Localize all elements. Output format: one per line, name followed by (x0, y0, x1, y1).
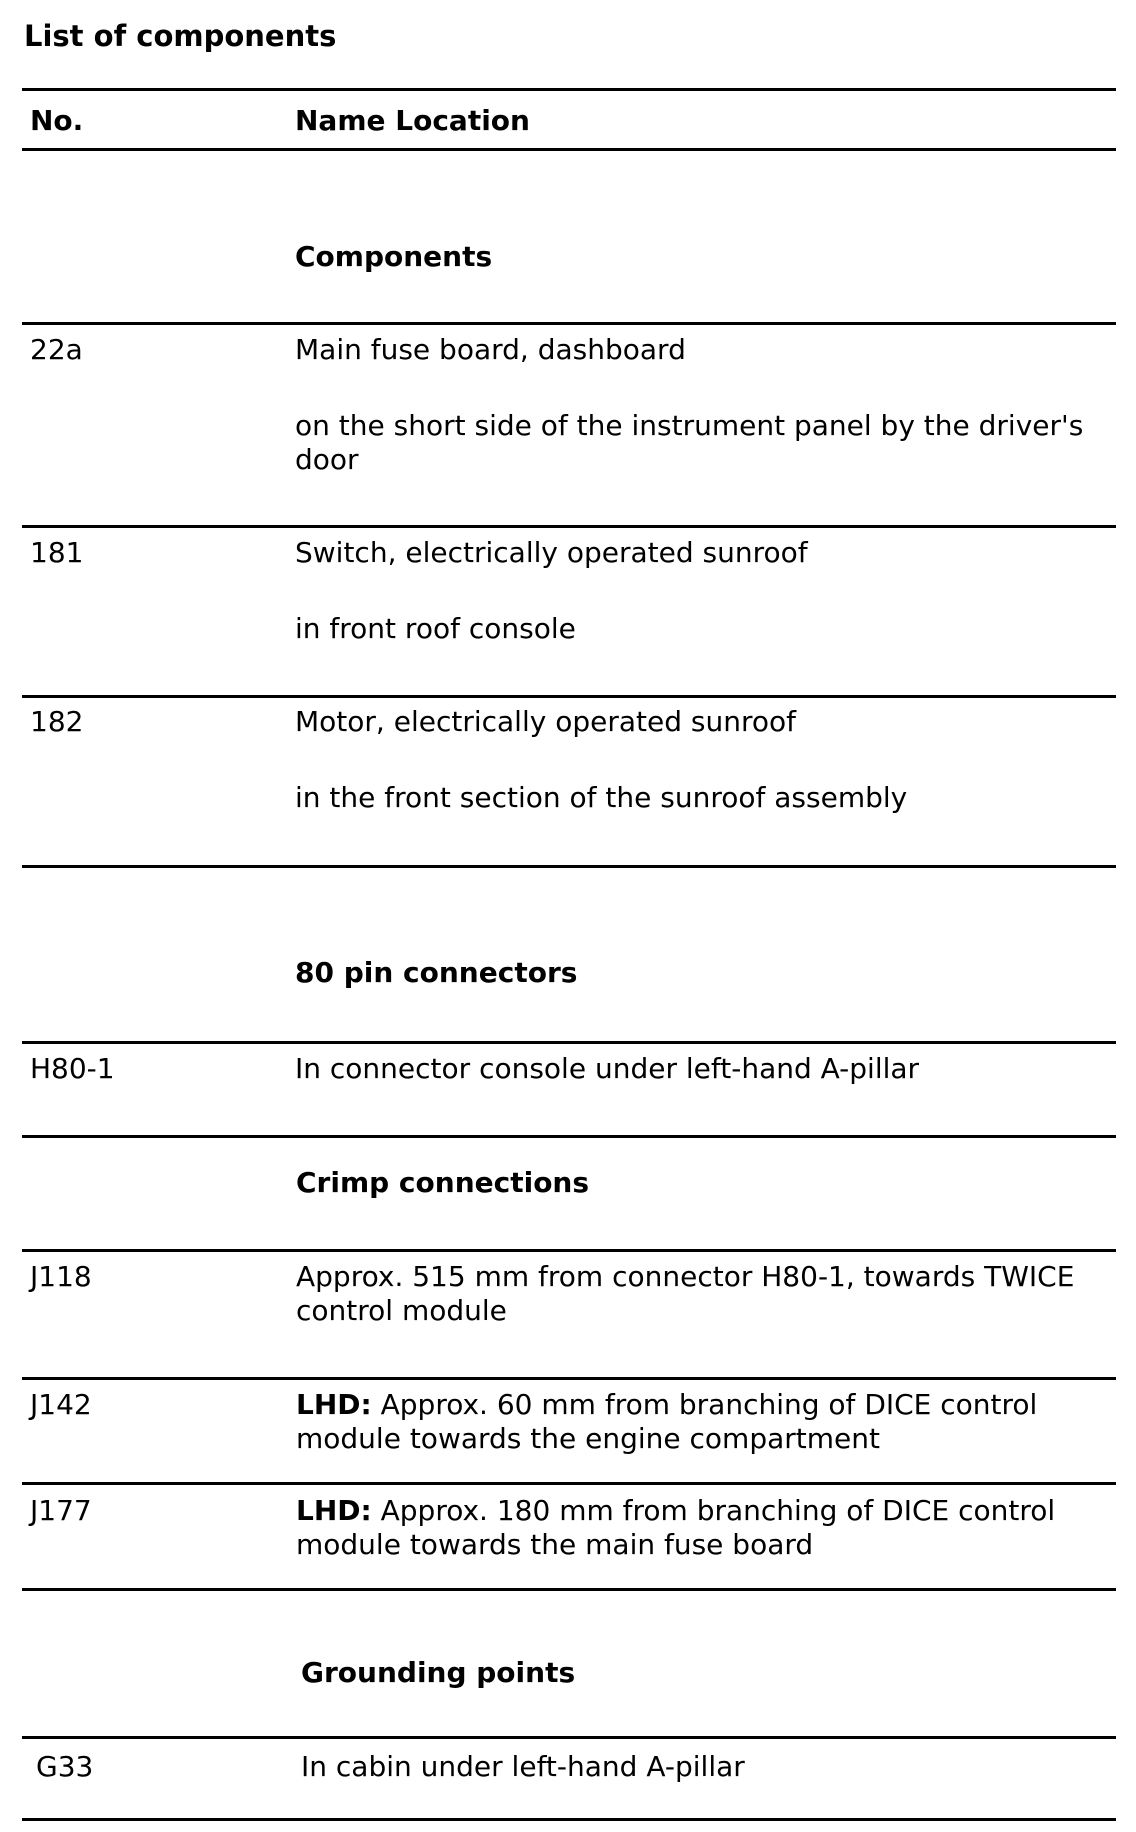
row-rule (22, 865, 1116, 868)
row-rule (22, 1135, 1116, 1138)
page-title: List of components (24, 19, 337, 53)
table-bottom-rule (22, 1818, 1116, 1821)
row-rule (22, 322, 1116, 325)
table-top-rule (22, 88, 1116, 91)
row-rule (22, 695, 1116, 698)
row-number: G33 (36, 1750, 94, 1783)
header-name-location: Name Location (295, 104, 530, 137)
section-heading-grounding-points: Grounding points (301, 1656, 576, 1689)
row-number: J142 (30, 1388, 92, 1421)
row-rule (22, 1736, 1116, 1739)
row-rule (22, 1588, 1116, 1591)
section-heading-components: Components (295, 240, 493, 273)
row-name: Motor, electrically operated sunroof (295, 705, 796, 738)
row-location (296, 1494, 1096, 1562)
section-heading-crimp-connections: Crimp connections (296, 1166, 590, 1199)
row-location: on the short side of the instrument panel by the driver's door (295, 409, 1084, 476)
row-location (296, 1388, 1096, 1456)
row-location: Approx. 515 mm from connector H80-1, towards TWICE control module (296, 1260, 1075, 1327)
lhd-label: LHD: (296, 1388, 372, 1421)
row-rule (22, 525, 1116, 528)
row-rule (22, 1041, 1116, 1044)
row-location-text: Approx. 60 mm from branching of DICE control module towards the engine compartment (296, 1388, 1038, 1455)
row-number: H80-1 (30, 1052, 115, 1085)
section-heading-pin-connectors: 80 pin connectors (295, 956, 578, 989)
row-location: in the front section of the sunroof assembly (295, 781, 908, 814)
row-location: In cabin under left-hand A-pillar (301, 1750, 745, 1783)
row-rule (22, 1377, 1116, 1380)
row-rule (22, 1482, 1116, 1485)
header-bottom-rule (22, 148, 1116, 151)
row-number: 181 (30, 536, 84, 569)
row-rule (22, 1249, 1116, 1252)
row-number: 22a (30, 333, 83, 366)
row-location: in front roof console (295, 612, 576, 645)
row-name: Main fuse board, dashboard (295, 333, 686, 366)
row-number: J177 (30, 1494, 92, 1527)
row-number: 182 (30, 705, 84, 738)
lhd-label: LHD: (296, 1494, 372, 1527)
row-location: In connector console under left-hand A-pillar (295, 1052, 920, 1085)
header-no: No. (30, 104, 84, 137)
row-number: J118 (30, 1260, 92, 1293)
row-location-text: Approx. 180 mm from branching of DICE control module towards the main fuse board (296, 1494, 1056, 1561)
row-name: Switch, electrically operated sunroof (295, 536, 808, 569)
